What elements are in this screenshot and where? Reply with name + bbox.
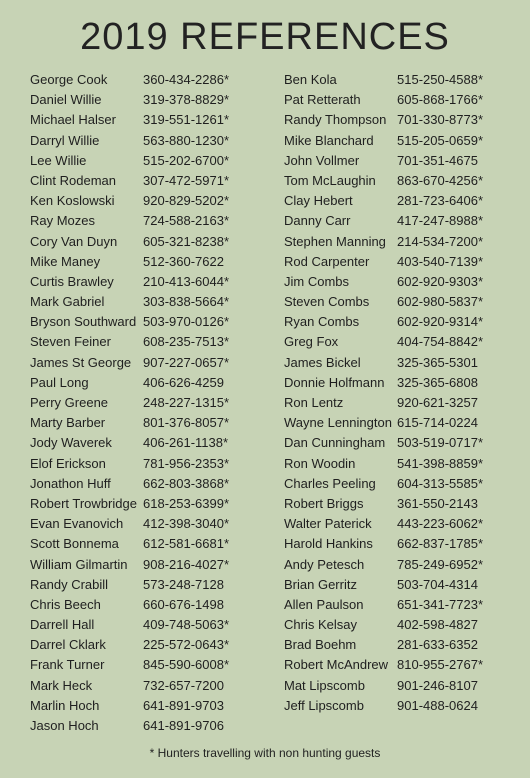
reference-name: Danny Carr [284, 213, 351, 229]
reference-phone: 907-227-0657* [143, 354, 230, 370]
reference-phone: 612-581-6681* [143, 536, 230, 552]
reference-phone: 908-216-4027* [143, 556, 230, 572]
reference-phone: 325-365-5301 [397, 354, 478, 370]
reference-phone: 605-321-8238* [143, 233, 230, 249]
reference-name: Evan Evanovich [30, 516, 124, 532]
reference-phone: 863-670-4256* [397, 172, 484, 188]
reference-phone: 503-704-4314 [397, 576, 478, 592]
reference-phone: 602-920-9303* [397, 273, 484, 289]
reference-name: Ben Kola [284, 72, 337, 87]
reference-name: Cory Van Duyn [30, 233, 118, 249]
reference-phone: 573-248-7128 [143, 576, 224, 592]
reference-phone: 660-676-1498 [143, 596, 224, 612]
reference-phone: 604-313-5585* [397, 475, 484, 491]
reference-phone: 662-837-1785* [397, 536, 484, 552]
reference-name: Mark Heck [30, 677, 93, 693]
reference-name: Wayne Lennington [284, 415, 392, 431]
reference-name: Rod Carpenter [284, 253, 370, 269]
reference-phone: 608-235-7513* [143, 334, 230, 350]
reference-name: Ron Woodin [284, 455, 356, 471]
reference-name: Frank Turner [30, 657, 105, 673]
reference-phone: 785-249-6952* [397, 556, 484, 572]
reference-name: Perry Greene [30, 395, 109, 410]
reference-phone: 602-920-9314* [397, 314, 484, 330]
reference-phone: 515-205-0659* [397, 132, 484, 148]
reference-phone: 403-540-7139* [397, 253, 484, 269]
reference-name: Chris Kelsay [284, 617, 357, 633]
reference-phone: 404-754-8842* [397, 334, 484, 350]
reference-phone: 412-398-3040* [143, 516, 230, 532]
reference-phone: 701-351-4675 [397, 152, 478, 168]
reference-phone: 662-803-3868* [143, 475, 230, 491]
reference-name: Michael Halser [30, 112, 116, 128]
reference-phone: 641-891-9703 [143, 697, 224, 713]
reference-phone: 307-472-5971* [143, 172, 230, 188]
reference-name: Steven Combs [284, 294, 370, 310]
reference-phone: 360-434-2286* [143, 72, 230, 87]
reference-phone: 319-551-1261* [143, 112, 230, 128]
reference-phone: 845-590-6008* [143, 657, 230, 673]
reference-phone: 515-202-6700* [143, 152, 230, 168]
reference-phone: 541-398-8859* [397, 455, 484, 471]
reference-phone: 901-488-0624 [397, 697, 478, 713]
reference-name: Stephen Manning [284, 233, 386, 249]
reference-phone: 325-365-6808 [397, 374, 478, 390]
reference-name: Elof Erickson [30, 455, 106, 471]
reference-name: Steven Feiner [30, 334, 111, 350]
reference-name: Darrel Cklark [30, 637, 106, 653]
reference-phone: 701-330-8773* [397, 112, 484, 128]
reference-phone: 225-572-0643* [143, 637, 230, 653]
reference-phone: 409-748-5063* [143, 617, 230, 633]
reference-name: Harold Hankins [284, 536, 373, 552]
reference-phone: 303-838-5664* [143, 294, 230, 310]
reference-name: Allen Paulson [284, 596, 364, 612]
reference-phone: 901-246-8107 [397, 677, 478, 693]
reference-name: Robert Trowbridge [30, 495, 137, 511]
reference-phone: 724-588-2163* [143, 213, 230, 229]
reference-phone: 801-376-8057* [143, 415, 230, 431]
reference-name: Jim Combs [284, 273, 350, 289]
reference-name: Jody Waverek [30, 435, 112, 451]
reference-name: Daniel Willie [30, 92, 102, 108]
reference-name: Greg Fox [284, 334, 339, 350]
reference-name: Mark Gabriel [30, 294, 105, 310]
reference-name: Lee Willie [30, 152, 87, 168]
reference-name: Robert Briggs [284, 495, 364, 511]
reference-name: Ray Mozes [30, 213, 96, 229]
reference-phone: 503-970-0126* [143, 314, 230, 330]
reference-name: Randy Crabill [30, 576, 109, 592]
reference-phone: 281-723-6406* [397, 193, 484, 209]
reference-phone: 281-633-6352 [397, 637, 478, 653]
reference-phone: 515-250-4588* [397, 72, 484, 87]
reference-phone: 781-956-2353* [143, 455, 230, 471]
reference-name: Clay Hebert [284, 193, 353, 209]
footnote: * Hunters travelling with non hunting guests [149, 746, 381, 760]
reference-name: Randy Thompson [284, 112, 387, 128]
reference-name: Darrell Hall [30, 617, 95, 633]
reference-name: Charles Peeling [284, 475, 376, 491]
reference-name: James St George [30, 354, 132, 370]
reference-phone: 406-261-1138* [143, 435, 229, 451]
reference-phone: 443-223-6062* [397, 516, 484, 532]
reference-name: Dan Cunningham [284, 435, 386, 451]
reference-name: Jason Hoch [30, 718, 99, 733]
reference-phone: 615-714-0224 [397, 415, 478, 431]
reference-name: John Vollmer [284, 152, 360, 168]
reference-phone: 920-829-5202* [143, 193, 230, 209]
reference-name: Paul Long [30, 374, 89, 390]
reference-name: Jeff Lipscomb [284, 697, 364, 713]
reference-name: Mike Blanchard [284, 132, 374, 148]
reference-phone: 641-891-9706 [143, 718, 224, 733]
reference-name: Jonathon Huff [30, 475, 111, 491]
reference-name: Curtis Brawley [30, 273, 114, 289]
reference-name: Mat Lipscomb [284, 677, 365, 693]
reference-name: Brad Boehm [284, 637, 357, 653]
reference-phone: 402-598-4827 [397, 617, 478, 633]
reference-phone: 732-657-7200 [143, 677, 224, 693]
reference-name: Chris Beech [30, 596, 101, 612]
reference-phone: 810-955-2767* [397, 657, 484, 673]
reference-name: Andy Petesch [284, 556, 365, 572]
reference-phone: 618-253-6399* [143, 495, 230, 511]
reference-name: Clint Rodeman [30, 172, 116, 188]
reference-phone: 512-360-7622 [143, 253, 224, 269]
reference-name: George Cook [30, 72, 108, 87]
reference-phone: 503-519-0717* [397, 435, 484, 451]
reference-name: Robert McAndrew [284, 657, 389, 673]
reference-name: Ryan Combs [284, 314, 360, 330]
reference-phone: 361-550-2143 [397, 495, 478, 511]
reference-phone: 210-413-6044* [143, 273, 230, 289]
reference-name: Brian Gerritz [284, 576, 357, 592]
reference-phone: 248-227-1315* [143, 395, 230, 410]
reference-phone: 920-621-3257 [397, 395, 478, 410]
reference-name: William Gilmartin [30, 556, 128, 572]
reference-name: Scott Bonnema [30, 536, 119, 552]
page-title: 2019 REFERENCES [80, 16, 450, 58]
reference-phone: 563-880-1230* [143, 132, 230, 148]
reference-name: Ron Lentz [284, 395, 344, 410]
reference-name: Mike Maney [30, 253, 101, 269]
reference-name: Tom McLaughin [284, 172, 376, 188]
reference-name: Pat Retterath [284, 92, 361, 108]
reference-phone: 406-626-4259 [143, 374, 224, 390]
reference-name: Donnie Holfmann [284, 374, 385, 390]
reference-phone: 214-534-7200* [397, 233, 484, 249]
reference-name: Ken Koslowski [30, 193, 115, 209]
reference-phone: 417-247-8988* [397, 213, 484, 229]
reference-phone: 605-868-1766* [397, 92, 484, 108]
reference-phone: 319-378-8829* [143, 92, 230, 108]
reference-name: James Bickel [284, 354, 361, 370]
reference-name: Marlin Hoch [30, 697, 100, 713]
reference-name: Darryl Willie [30, 132, 100, 148]
reference-name: Bryson Southward [30, 314, 137, 330]
reference-phone: 651-341-7723* [397, 596, 484, 612]
reference-phone: 602-980-5837* [397, 294, 484, 310]
reference-name: Walter Paterick [284, 516, 372, 532]
reference-name: Marty Barber [30, 415, 106, 431]
